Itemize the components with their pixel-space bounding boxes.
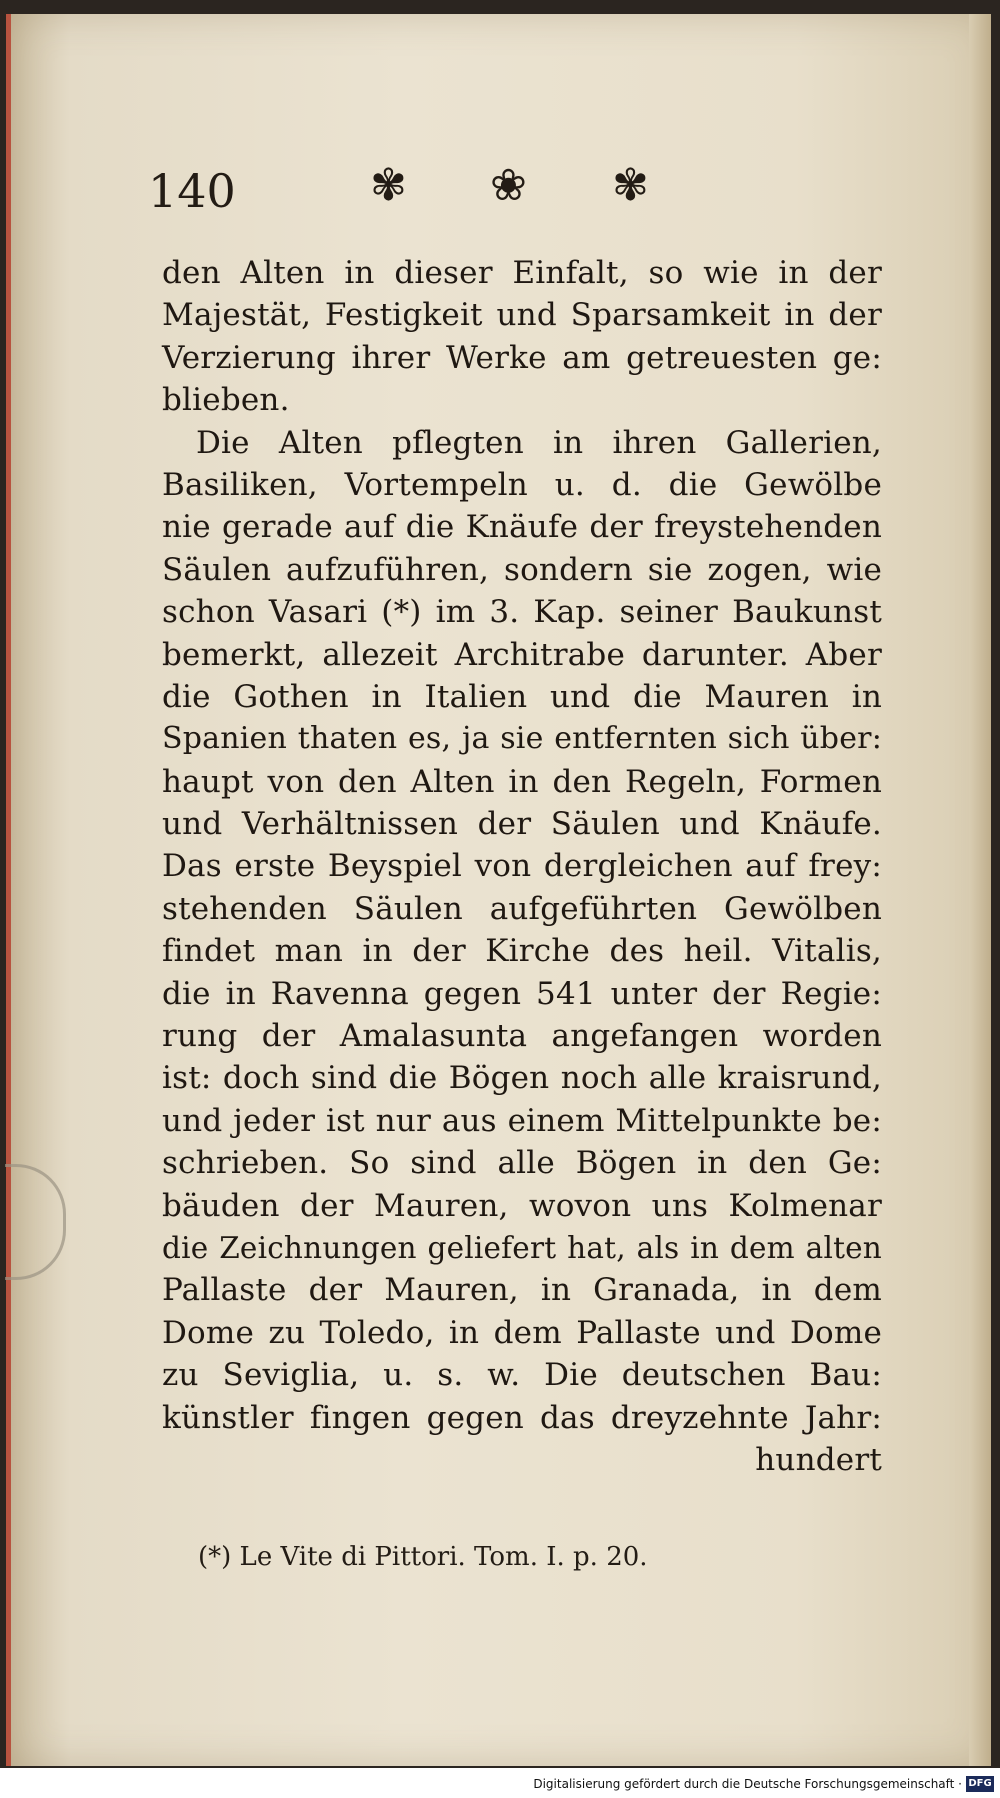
- text-line: Das erste Beyspiel von dergleichen auf frey:: [162, 848, 882, 885]
- text-line: und Verhältnissen der Säulen und Knäufe.: [162, 806, 882, 843]
- text-line: nie gerade auf die Knäufe der freystehenden: [162, 509, 882, 546]
- text-line: Majestät, Festigkeit und Sparsamkeit in der: [162, 297, 882, 334]
- text-line: haupt von den Alten in den Regeln, Formen: [162, 763, 882, 800]
- page-edge: [969, 14, 991, 1766]
- ornament-icon: ✾: [612, 160, 649, 211]
- footer-bar: [0, 1768, 1000, 1798]
- text-line: Pallaste der Mauren, in Granada, in dem: [162, 1272, 882, 1309]
- page-number: 140: [148, 164, 236, 218]
- footnote: (*) Le Vite di Pittori. Tom. I. p. 20.: [198, 1542, 648, 1572]
- text-line: Die Alten pflegten in ihren Gallerien,: [196, 424, 882, 461]
- text-line: Spanien thaten es, ja sie entfernten sich über:: [162, 721, 882, 757]
- text-line: den Alten in dieser Einfalt, so wie in der: [162, 255, 882, 291]
- text-line: rung der Amalasunta angefangen worden: [162, 1018, 882, 1055]
- text-line: Dome zu Toledo, in dem Pallaste und Dome: [162, 1314, 882, 1351]
- text-line: Verzierung ihrer Werke am getreuesten ge:: [162, 339, 882, 376]
- text-line: Säulen aufzuführen, sondern sie zogen, wie: [162, 551, 882, 588]
- catchword: hundert: [755, 1441, 882, 1478]
- text-line: stehenden Säulen aufgeführten Gewölben: [162, 890, 882, 927]
- text-line: die in Ravenna gegen 541 unter der Regie:: [162, 975, 882, 1012]
- text-line: und jeder ist nur aus einem Mittelpunkte be:: [162, 1102, 882, 1139]
- text-line: findet man in der Kirche des heil. Vitalis,: [162, 933, 882, 970]
- funding-credit: Digitalisierung gefördert durch die Deutsche Forschungsgemeinschaft ·: [533, 1777, 962, 1791]
- body-text: [162, 252, 882, 1481]
- text-line: bäuden der Mauren, wovon uns Kolmenar: [162, 1187, 882, 1224]
- text-line: die Gothen in Italien und die Mauren in: [162, 678, 882, 715]
- text-line: die Zeichnungen geliefert hat, als in dem alten: [162, 1230, 882, 1265]
- text-line: künstler fingen gegen das dreyzehnte Jahr:: [162, 1399, 882, 1436]
- ornament-icon: ❀: [490, 160, 527, 211]
- page-header: [148, 160, 908, 220]
- text-line: bemerkt, allezeit Architrabe darunter. Aber: [162, 636, 882, 673]
- text-line: schon Vasari (*) im 3. Kap. seiner Baukunst: [162, 594, 882, 631]
- text-line: Basiliken, Vortempeln u. d. die Gewölbe: [162, 466, 882, 503]
- text-line: zu Seviglia, u. s. w. Die deutschen Bau:: [162, 1357, 882, 1394]
- text-line: ist: doch sind die Bögen noch alle kraisrund,: [162, 1060, 882, 1097]
- text-line: blieben.: [162, 382, 290, 419]
- page-clip: [5, 1164, 66, 1280]
- ornament-icon: ✾: [370, 160, 407, 211]
- text-line: schrieben. So sind alle Bögen in den Ge:: [162, 1145, 882, 1182]
- dfg-logo-icon: DFG: [966, 1776, 994, 1792]
